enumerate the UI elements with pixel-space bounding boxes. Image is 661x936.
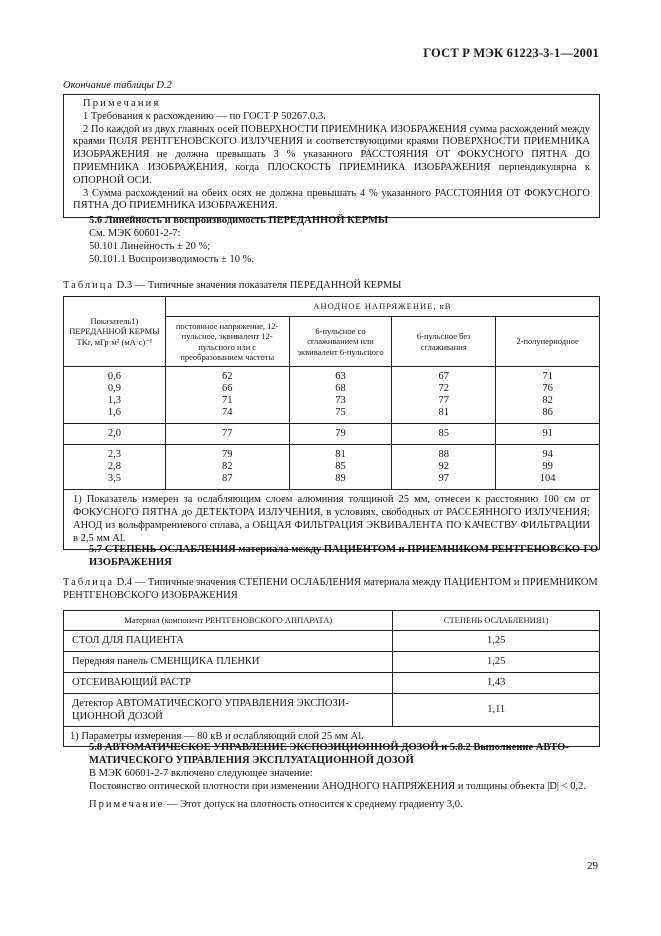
table-cell: 0,6	[64, 367, 166, 384]
table-d4-header-attenuation: СТЕПЕНЬ ОСЛАБЛЕНИЯ1)	[393, 611, 600, 631]
table-cell: 76	[496, 383, 600, 395]
table-d4-header-material: Материал (компонент РЕНТГЕНОВСКОГО АППАРАТА)	[64, 611, 393, 631]
table-cell: 71	[165, 395, 289, 407]
table-cell: 74	[165, 407, 289, 424]
table-d3-col1-header: постоянное напряжение, 12-пульсное, эквивалент 12-пульсного или с преобразованием частоты	[165, 317, 289, 367]
table-cell: 2,8	[64, 461, 166, 473]
table-d3-col4-header: 2-полупериодное	[496, 317, 600, 367]
table-row	[64, 630, 600, 651]
table-cell: 71	[496, 367, 600, 384]
note-3: 3 Сумма расхождений на обеих осях не должна превышать 4 % указанного РАССТОЯНИЯ ОТ ФОКУСНОГО ПЯТНА ДО ПРИЕМНИКА ИЗОБРАЖЕНИЯ.	[73, 187, 590, 212]
table-cell: 66	[165, 383, 289, 395]
table-d4-caption	[63, 576, 600, 602]
table-cell: 0,9	[64, 383, 166, 395]
table-d3-col3-header: 6-пульсное без сглаживания	[392, 317, 496, 367]
table-d3-col2-header: 6-пульсное со сглаживанием или эквивалент 6-пульсного	[289, 317, 392, 367]
section-5-8-title: 5.8 АВТОМАТИЧЕСКОЕ УПРАВЛЕНИЕ ЭКСПОЗИЦИОННОЙ ДОЗОЙ и 5.8.2 Выполнение АВТО-МАТИЧЕСКОГО УПРАВЛЕНИЯ ЭКСПЛУАТАЦИОННОЙ ДОЗОЙ	[89, 742, 569, 767]
table-cell: 62	[165, 367, 289, 384]
standard-header: ГОСТ Р МЭК 61223-3-1—2001	[423, 46, 599, 60]
notes-title: Примечания	[83, 98, 161, 109]
table-d4-caption-prefix: Таблица	[63, 577, 115, 588]
table-cell: 88	[392, 445, 496, 462]
table-cell: 73	[289, 395, 392, 407]
attenuation-cell: 1,43	[393, 672, 600, 693]
table-d4-footnote: 1) Параметры измерения — 80 кВ и ослабляющий слой 25 мм Al.	[64, 726, 600, 746]
table-cell: 77	[165, 424, 289, 445]
table-cell: 85	[289, 461, 392, 473]
table-cell: 85	[392, 424, 496, 445]
section-5-8-note	[63, 798, 600, 811]
note-text: — Этот допуск на плотность относится к среднему градиенту 3,0.	[164, 798, 463, 810]
table-cell: 81	[392, 407, 496, 424]
table-cell: 67	[392, 367, 496, 384]
table-d3-footnote: 1) Показатель измерен за ослабляющим слоем алюминия толщиной 25 мм, отнесен к расстоянию 100 см от ФОКУСНОГО ПЯТНА до ДЕТЕКТОРА ИЗЛУЧЕНИЯ, в условиях, свободных от РАССЕЯННОГО ИЗЛУЧЕНИЯ; АНОД из вольфрамрениевого сплава, а ОБЩАЯ ФИЛЬТРАЦИЯ ЭКВИВАЛЕНТА ПО КАЧЕСТВУ ФИЛЬТРАЦИИ в 2,5 мм Al.	[64, 490, 600, 550]
section-5-6-line1: См. МЭК 60601-2-7:	[89, 228, 181, 240]
table-continuation-caption: Окончание таблицы D.2	[63, 80, 172, 91]
table-row	[64, 383, 600, 395]
material-cell: Передняя панель СМЕНЩИКА ПЛЕНКИ	[64, 651, 393, 672]
table-cell: 94	[496, 445, 600, 462]
section-5-6-line3: 50.101.1 Воспроизводимость ± 10 %.	[89, 254, 254, 266]
table-d3-col0-header: Показатель1) ПЕРЕДАННОЙ КЕРМЫ TKr, мГр·м² (мА·с)⁻¹	[64, 297, 166, 367]
table-row	[64, 395, 600, 407]
table-cell: 1,6	[64, 407, 166, 424]
table-d3-caption	[63, 279, 600, 292]
table-cell: 87	[165, 473, 289, 490]
table-row	[64, 407, 600, 424]
notes-box	[63, 94, 600, 218]
table-cell: 75	[289, 407, 392, 424]
note-label: Примечание	[89, 798, 165, 810]
attenuation-cell: 1,11	[393, 693, 600, 726]
table-cell: 104	[496, 473, 600, 490]
table-row	[64, 672, 600, 693]
table-cell: 81	[289, 445, 392, 462]
section-5-8-line1: В МЭК 60601-2-7 включено следующее значение:	[89, 768, 313, 780]
table-cell: 86	[496, 407, 600, 424]
table-d3-caption-text: D.3 — Типичные значения показателя ПЕРЕДАННОЙ КЕРМЫ	[114, 280, 402, 291]
table-row	[64, 367, 600, 384]
section-5-8-line2: Постоянство оптической плотности при изменении АНОДНОГО НАПРЯЖЕНИЯ и толщины объекта |D| < 0,2.	[89, 781, 586, 793]
material-cell: ОТСЕИВАЮЩИЙ РАСТР	[64, 672, 393, 693]
table-cell: 1,3	[64, 395, 166, 407]
section-5-6-line2: 50.101 Линейность ± 20 %;	[89, 241, 211, 253]
table-cell: 82	[496, 395, 600, 407]
table-d3	[63, 296, 600, 550]
table-row	[64, 424, 600, 445]
table-d3-group-header: АНОДНОЕ НАПРЯЖЕНИЕ, кВ	[165, 297, 599, 317]
table-cell: 89	[289, 473, 392, 490]
section-5-6-title: 5.6 Линейность и воспроизводимость ПЕРЕДАННОЙ КЕРМЫ	[89, 215, 389, 226]
table-cell: 72	[392, 383, 496, 395]
attenuation-cell: 1,25	[393, 651, 600, 672]
table-cell: 97	[392, 473, 496, 490]
table-cell: 79	[165, 445, 289, 462]
table-cell: 2,3	[64, 445, 166, 462]
table-cell: 92	[392, 461, 496, 473]
table-cell: 63	[289, 367, 392, 384]
attenuation-cell: 1,25	[393, 630, 600, 651]
table-row	[64, 651, 600, 672]
table-cell: 79	[289, 424, 392, 445]
table-cell: 82	[165, 461, 289, 473]
table-row	[64, 473, 600, 490]
page-number: 29	[587, 860, 598, 872]
table-cell: 68	[289, 383, 392, 395]
note-2: 2 По каждой из двух главных осей ПОВЕРХНОСТИ ПРИЕМНИКА ИЗОБРАЖЕНИЯ сумма расхождений между краями ПОЛЯ РЕНТГЕНОВСКОГО ИЗЛУЧЕНИЯ и соответствующими краями ПОВЕРХНОСТИ ПРИЕМНИКА ИЗОБРАЖЕНИЯ не должна превышать 3 % указанного РАССТОЯНИЯ ОТ ФОКУСНОГО ПЯТНА ДО ПРИЕМНИКА ИЗОБРАЖЕНИЯ, когда ПЛОСКОСТЬ ПРИЕМНИКА ИЗОБРАЖЕНИЯ перпендикулярна к ОПОРНОЙ ОСИ.	[73, 123, 590, 186]
note-1: 1 Требования к расхождению — по ГОСТ Р 50267.0.3.	[83, 110, 326, 122]
table-cell: 2,0	[64, 424, 166, 445]
material-cell: Детектор АВТОМАТИЧЕСКОГО УПРАВЛЕНИЯ ЭКСПОЗИ-ЦИОННОЙ ДОЗОЙ	[64, 693, 393, 726]
section-5-6	[63, 214, 600, 267]
material-cell: СТОЛ ДЛЯ ПАЦИЕНТА	[64, 630, 393, 651]
section-5-7-title	[63, 543, 600, 569]
table-cell: 99	[496, 461, 600, 473]
section-5-8	[63, 741, 600, 811]
table-cell: 3,5	[64, 473, 166, 490]
table-d4	[63, 610, 600, 747]
table-d3-caption-prefix: Таблица	[63, 280, 115, 291]
table-d4-caption-text: D.4 — Типичные значения СТЕПЕНИ ОСЛАБЛЕНИЯ материала между ПАЦИЕНТОМ и ПРИЕМНИКОМ РЕНТГЕНОВСКОГО ИЗОБРАЖЕНИЯ	[63, 577, 598, 602]
table-row	[64, 445, 600, 462]
table-row	[64, 461, 600, 473]
table-cell: 91	[496, 424, 600, 445]
table-cell: 77	[392, 395, 496, 407]
section-5-7-title-text: 5.7 СТЕПЕНЬ ОСЛАБЛЕНИЯ материала между ПАЦИЕНТОМ и ПРИЕМНИКОМ РЕНТГЕНОВСКО-ГО ИЗОБРАЖЕНИЯ	[89, 544, 599, 569]
table-row	[64, 693, 600, 726]
